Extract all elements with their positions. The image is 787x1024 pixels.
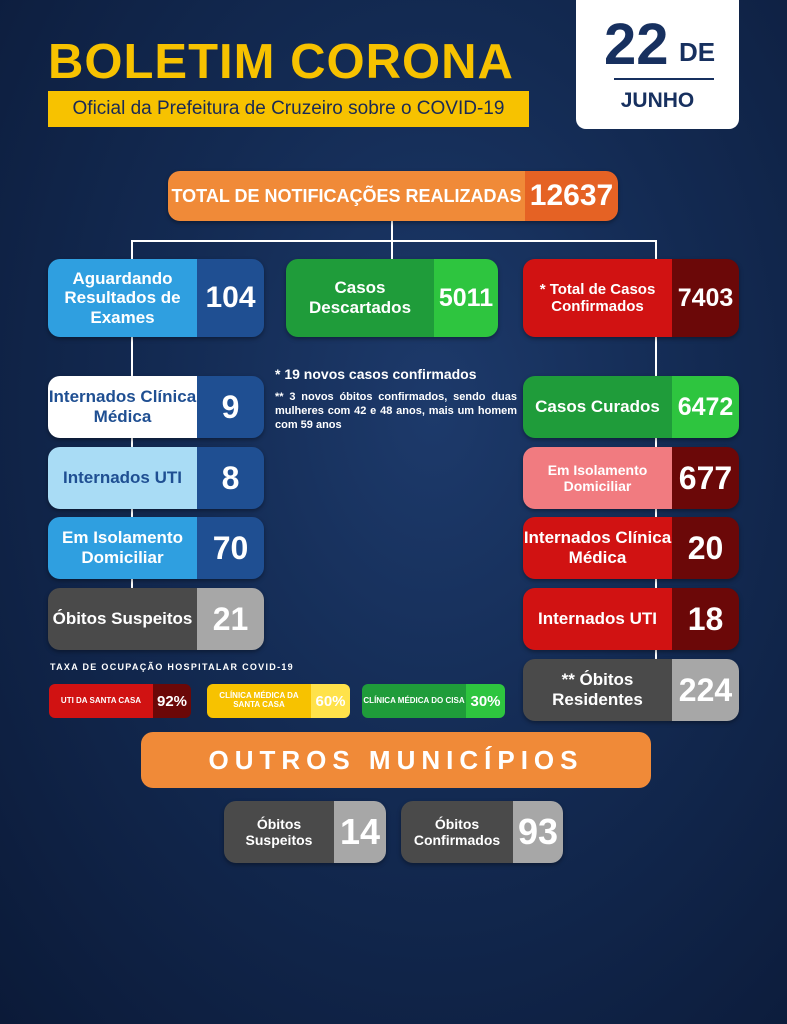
awaiting-results-value: 104 (197, 259, 264, 337)
total-notifications-label: TOTAL DE NOTIFICAÇÕES REALIZADAS (168, 171, 525, 221)
other-confirmed-deaths (401, 801, 563, 863)
resident-deaths-value: 224 (672, 659, 739, 721)
total-confirmed-value: 7403 (672, 259, 739, 337)
awaiting-results (48, 259, 264, 337)
connector-line (131, 240, 133, 260)
discarded-cases (286, 259, 498, 337)
home-isolation-value: 70 (197, 517, 264, 579)
confirmed-hospitalized-icu-label: Internados UTI (523, 588, 672, 650)
occupancy-title: TAXA DE OCUPAÇÃO HOSPITALAR COVID-19 (50, 662, 294, 672)
connector-line (131, 240, 656, 242)
date-divider (614, 78, 714, 80)
confirmed-home-isolation-label: Em Isolamento Domiciliar (523, 447, 672, 509)
other-suspected-deaths-value: 14 (334, 801, 386, 863)
date-day: 22 (604, 12, 669, 77)
awaiting-results-label: Aguardando Resultados de Exames (48, 259, 197, 337)
hospitalized-clinic (48, 376, 264, 438)
total-confirmed (523, 259, 739, 337)
confirmed-hospitalized-icu-value: 18 (672, 588, 739, 650)
occupancy-clinic-cisa-label: CLÍNICA MÉDICA DO CISA (362, 684, 466, 718)
occupancy-clinic-cisa-value: 30% (466, 684, 505, 718)
resident-deaths (523, 659, 739, 721)
other-confirmed-deaths-value: 93 (513, 801, 563, 863)
suspected-deaths (48, 588, 264, 650)
hospitalized-clinic-label: Internados Clínica Médica (48, 376, 197, 438)
confirmed-hospitalized-clinic-value: 20 (672, 517, 739, 579)
connector-line (655, 240, 657, 260)
confirmed-home-isolation-value: 677 (672, 447, 739, 509)
hospitalized-clinic-value: 9 (197, 376, 264, 438)
hospitalized-icu (48, 447, 264, 509)
suspected-deaths-value: 21 (197, 588, 264, 650)
total-notifications (168, 171, 618, 221)
notes (275, 366, 517, 432)
total-confirmed-label: * Total de Casos Confirmados (523, 259, 672, 337)
recovered-cases (523, 376, 739, 438)
occupancy-icu-santa-casa (49, 684, 191, 718)
page-subtitle: Oficial da Prefeitura de Cruzeiro sobre o COVID-19 (48, 91, 529, 127)
date-badge (576, 0, 739, 129)
occupancy-icu-santa-casa-label: UTI DA SANTA CASA (49, 684, 153, 718)
suspected-deaths-label: Óbitos Suspeitos (48, 588, 197, 650)
total-notifications-value: 12637 (525, 171, 618, 221)
home-isolation-label: Em Isolamento Domiciliar (48, 517, 197, 579)
discarded-cases-label: Casos Descartados (286, 259, 434, 337)
hospitalized-icu-value: 8 (197, 447, 264, 509)
connector-line (391, 240, 393, 260)
note-new-deaths: ** 3 novos óbitos confirmados, sendo duas mulheres com 42 e 48 anos, mais um homem com 59 anos (275, 391, 517, 431)
confirmed-hospitalized-icu (523, 588, 739, 650)
date-month: JUNHO (620, 89, 695, 112)
occupancy-icu-santa-casa-value: 92% (153, 684, 191, 718)
home-isolation (48, 517, 264, 579)
other-suspected-deaths (224, 801, 386, 863)
occupancy-clinic-santa-casa-label: CLÍNICA MÉDICA DA SANTA CASA (207, 684, 311, 718)
recovered-cases-label: Casos Curados (523, 376, 672, 438)
other-municipalities-title: OUTROS MUNICÍPIOS (141, 732, 651, 788)
other-suspected-deaths-label: Óbitos Suspeitos (224, 801, 334, 863)
occupancy-clinic-santa-casa-value: 60% (311, 684, 350, 718)
resident-deaths-label: ** Óbitos Residentes (523, 659, 672, 721)
connector-line (391, 221, 393, 241)
occupancy-clinic-cisa (362, 684, 505, 718)
hospitalized-icu-label: Internados UTI (48, 447, 197, 509)
occupancy-clinic-santa-casa (207, 684, 350, 718)
recovered-cases-value: 6472 (672, 376, 739, 438)
date-preposition: DE (679, 37, 716, 67)
note-new-cases: * 19 novos casos confirmados (275, 366, 477, 382)
other-confirmed-deaths-label: Óbitos Confirmados (401, 801, 513, 863)
confirmed-hospitalized-clinic (523, 517, 739, 579)
page-title: BOLETIM CORONA (48, 35, 514, 89)
confirmed-home-isolation (523, 447, 739, 509)
discarded-cases-value: 5011 (434, 259, 498, 337)
confirmed-hospitalized-clinic-label: Internados Clínica Médica (523, 517, 672, 579)
